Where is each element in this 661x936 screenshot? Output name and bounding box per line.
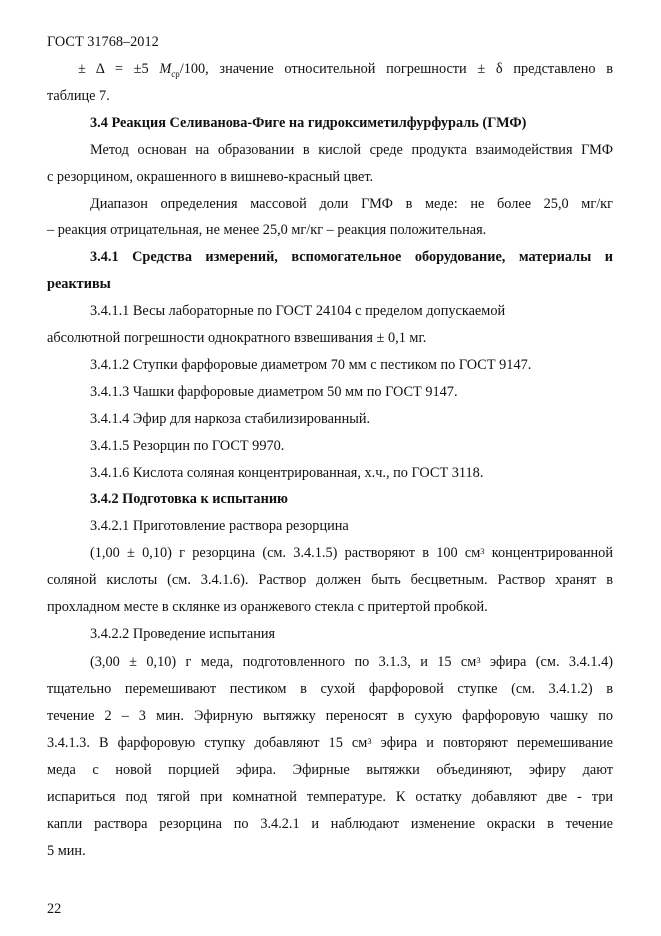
text-line: Метод основан на образовании в кислой среде продукта взаимодействия ГМФ [90, 142, 613, 158]
text-line: испариться под тягой при комнатной температуре. К остатку добавляют две - три [47, 789, 613, 805]
subsection-heading: реактивы [47, 276, 111, 292]
list-item: 3.4.1.6 Кислота соляная концентрированная, х.ч., по ГОСТ 3118. [90, 465, 484, 481]
text-line: соляной кислоты (см. 3.4.1.6). Раствор должен быть бесцветным. Раствор хранят в [47, 572, 613, 588]
text-line: тщательно перемешивают пестиком в сухой фарфоровой ступке (см. 3.4.1.2) в [47, 681, 613, 697]
text-line: 3.4.2.1 Приготовление раствора резорцина [90, 518, 349, 534]
text-line: 3.4.2.2 Проведение испытания [90, 626, 276, 642]
list-item: абсолютной погрешности однократного взвешивания ± 0,1 мг. [47, 330, 427, 346]
text-line: ± Δ = ±5 $M_{ср}/100$, значение относительной погрешности ± δ представлено в [78, 61, 613, 79]
list-item: 3.4.1.4 Эфир для наркоза стабилизированный. [90, 411, 371, 427]
text-line: – реакция отрицательная, не менее 25,0 мг/кг – реакция положительная. [47, 222, 487, 238]
subsection-heading: 3.4.2 Подготовка к испытанию [90, 491, 288, 507]
text-line: таблице 7. [47, 88, 110, 104]
text-line: прохладном месте в склянке из оранжевого стекла с притертой пробкой. [47, 599, 488, 615]
list-item: 3.4.1.5 Резорцин по ГОСТ 9970. [90, 438, 285, 454]
list-item: 3.4.1.1 Весы лабораторные по ГОСТ 24104 с пределом допускаемой [90, 303, 506, 319]
document-header: ГОСТ 31768–2012 [47, 34, 159, 50]
text-line: Диапазон определения массовой доли ГМФ в меде: не более 25,0 мг/кг [90, 196, 613, 212]
subsection-heading: 3.4.1 Средства измерений, вспомогательное оборудование, материалы и [90, 249, 613, 265]
text-line: 3.4.1.3. В фарфоровую ступку добавляют 15 $см^3$ эфира и повторяют перемешивание [47, 735, 613, 751]
text-line: 5 мин. [47, 843, 86, 859]
text-line: (1,00 ± 0,10) г резорцина (см. 3.4.1.5) растворяют в 100 $см^3$ концентрированной [90, 545, 613, 561]
text-line: капли раствора резорцина по 3.4.2.1 и наблюдают изменение окраски в течение [47, 816, 613, 832]
page-number: 22 [47, 901, 62, 917]
section-heading: 3.4 Реакция Селиванова-Фиге на гидроксиметилфурфураль (ГМФ) [90, 115, 527, 131]
list-item: 3.4.1.3 Чашки фарфоровые диаметром 50 мм по ГОСТ 9147. [90, 384, 458, 400]
text-line: меда с новой порцией эфира. Эфирные вытяжки объединяют, эфиру дают [47, 762, 613, 778]
text-line: (3,00 ± 0,10) г меда, подготовленного по 3.1.3, и 15 $см^3$ эфира (см. 3.4.1.4) [90, 654, 613, 670]
text-line: течение 2 – 3 мин. Эфирную вытяжку переносят в сухую фарфоровую чашку по [47, 708, 613, 724]
list-item: 3.4.1.2 Ступки фарфоровые диаметром 70 мм с пестиком по ГОСТ 9147. [90, 357, 532, 373]
text-line: с резорцином, окрашенного в вишнево-красный цвет. [47, 169, 374, 185]
